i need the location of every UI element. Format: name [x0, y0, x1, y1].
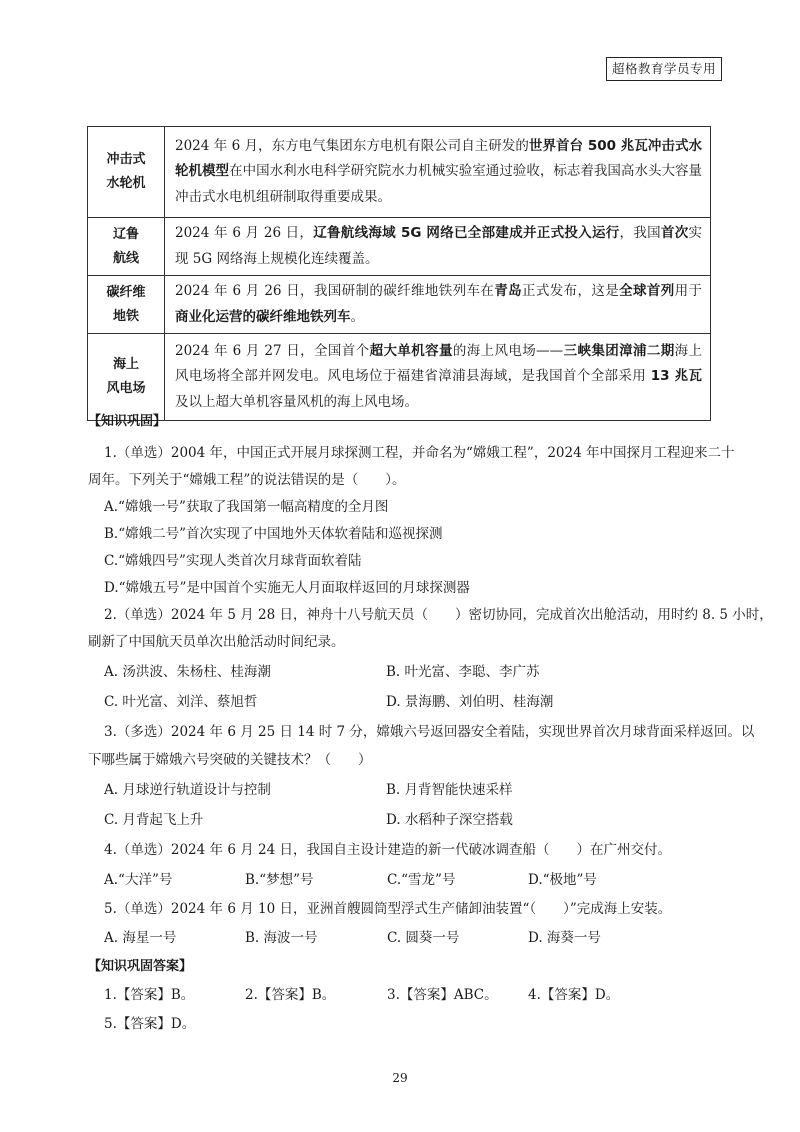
answers-title: 【知识巩固答案】 [88, 959, 193, 974]
watermark-stamp: 超格教育学员专用 [606, 57, 722, 81]
question-1-stem-cont: 周年。下列关于“嫦娥工程”的说法错误的是（ ）。 [88, 472, 406, 488]
topic-line: 海上 [112, 357, 139, 372]
question-4-option-c: C.“雪龙”号 [387, 872, 456, 888]
question-1-option-d: D.“嫦娥五号”是中国首个实施无人月面取样返回的月球探测器 [104, 580, 470, 596]
table-row [88, 334, 711, 421]
highlight-text: 首次 [660, 225, 689, 241]
question-3-option-a: A. 月球逆行轨道设计与控制 [104, 782, 271, 798]
row-topic [88, 127, 165, 218]
row-description [165, 218, 711, 276]
answer-2: 2.【答案】B。 [245, 987, 336, 1003]
question-3-option-d: D. 水稻种子深空搭载 [386, 812, 513, 828]
highlight-text: 商业化运营的碳纤维地铁列车 [175, 308, 351, 325]
row-topic [88, 218, 165, 276]
table-row [88, 127, 711, 218]
question-4-option-a: A.“大洋”号 [104, 872, 173, 888]
question-4-option-b: B.“梦想”号 [245, 872, 314, 888]
topic-line: 航线 [112, 250, 139, 266]
description-text: 2024 年 6 月，东方电气集团东方电机有限公司自主研发的 [175, 137, 529, 154]
topic-line: 冲击式 [106, 152, 146, 167]
question-2-option-a: A. 汤洪波、朱杨柱、桂海潮 [104, 664, 271, 680]
table-row [88, 218, 711, 276]
row-topic [88, 334, 165, 421]
description-text: 正式发布，这是 [522, 283, 620, 299]
question-4-stem: 4.（单选）2024 年 6 月 24 日，我国自主设计建造的新一代破冰调查船（ ）在广州交付。 [104, 842, 671, 858]
question-5-option-d: D. 海葵一号 [528, 930, 601, 946]
section-title: 【知识巩固】 [88, 414, 167, 429]
row-topic [88, 276, 165, 334]
row-description [165, 127, 711, 218]
description-text: 及以上超大单机容量风机的海上风电场。 [175, 393, 418, 410]
description-text: 的海上风电场—— [452, 342, 564, 359]
highlight-text: 三峡集团漳浦二期 [563, 342, 675, 359]
page-number: 29 [392, 1071, 408, 1085]
question-1-stem: 1.（单选）2004 年，中国正式开展月球探测工程，并命名为“嫦娥工程”，2024 年中国探月工程迎来二十 [104, 445, 735, 461]
row-description [165, 334, 711, 421]
question-1-option-a: A.“嫦娥一号”获取了我国第一幅高精度的全月图 [104, 499, 389, 515]
question-2-option-c: C. 叶光富、刘洋、蔡旭哲 [104, 694, 258, 710]
topic-line: 水轮机 [106, 176, 146, 191]
answer-4: 4.【答案】D。 [528, 987, 620, 1003]
description-text: 2024 年 6 月 27 日，全国首个 [175, 342, 370, 359]
description-text: 2024 年 6 月 26 日， [175, 225, 314, 241]
question-1-option-b: B.“嫦娥二号”首次实现了中国地外天体软着陆和巡视探测 [104, 526, 443, 542]
topic-line: 风电场 [106, 381, 146, 396]
highlight-text: 超大单机容量 [369, 342, 453, 359]
question-3-option-c: C. 月背起飞上升 [104, 812, 204, 828]
description-text: ，我国 [619, 225, 661, 241]
question-3-option-b: B. 月背智能快速采样 [386, 782, 513, 798]
question-3-stem-cont: 下哪些属于嫦娥六号突破的关键技术？（ ） [88, 752, 372, 768]
question-2-option-d: D. 景海鹏、刘伯明、桂海潮 [386, 694, 554, 710]
question-2-option-b: B. 叶光富、李聪、李广苏 [386, 664, 540, 680]
question-2-stem: 2.（单选）2024 年 5 月 28 日，神舟十八号航天员（ ）密切协同，完成首次出舱活动，用时约 8. 5 小时， [104, 607, 773, 623]
table-row [88, 276, 711, 334]
question-2-stem-cont: 刷新了中国航天员单次出舱活动时间纪录。 [88, 634, 345, 650]
question-1-option-c: C.“嫦娥四号”实现人类首次月球背面软着陆 [104, 553, 362, 569]
highlight-text: 全球首列 [619, 283, 675, 299]
answer-3: 3.【答案】ABC。 [387, 987, 498, 1003]
topic-line: 地铁 [112, 308, 139, 324]
row-description [165, 276, 711, 334]
description-text: 用于 [674, 283, 703, 299]
question-5-option-b: B. 海波一号 [245, 930, 318, 946]
highlight-text: 青岛 [494, 283, 523, 299]
question-5-option-a: A. 海星一号 [104, 930, 177, 946]
highlight-text: 辽鲁航线海域 5G 网络已全部建成并正式投入运行 [313, 225, 620, 241]
question-4-option-d: D.“极地”号 [528, 872, 597, 888]
description-text: 在中国水利水电科学研究院水力机械实验室通过验收，标志着我国高水头大容量冲击式水电机组研制取得重要成果。 [175, 163, 703, 205]
question-5-stem: 5.（单选）2024 年 6 月 10 日，亚洲首艘圆筒型浮式生产储卸油装置“（ ）”完成海上安装。 [104, 901, 672, 917]
answer-1: 1.【答案】B。 [104, 987, 195, 1003]
description-text: 2024 年 6 月 26 日，我国研制的碳纤维地铁列车在 [175, 283, 495, 299]
topic-line: 辽鲁 [112, 226, 139, 242]
achievements-table [87, 126, 711, 421]
description-text: 实现 5G 网络海上规模化连续覆盖。 [175, 225, 703, 267]
question-5-option-c: C. 圆葵一号 [387, 930, 460, 946]
question-3-stem: 3.（多选）2024 年 6 月 25 日 14 时 7 分，嫦娥六号返回器安全着陆，实现世界首次月球背面采样返回。以 [104, 724, 755, 740]
description-text: 海上风电场将全部并网发电。风电场位于福建省漳浦县海域，是我国首个全部采用 [175, 342, 703, 385]
answer-5: 5.【答案】D。 [104, 1016, 196, 1032]
topic-line: 碳纤维 [106, 284, 146, 300]
description-text: 。 [350, 308, 364, 325]
highlight-text: 世界首台 500 兆瓦冲击式水轮机模型 [175, 137, 702, 180]
highlight-text: 13 兆瓦 [650, 368, 702, 385]
